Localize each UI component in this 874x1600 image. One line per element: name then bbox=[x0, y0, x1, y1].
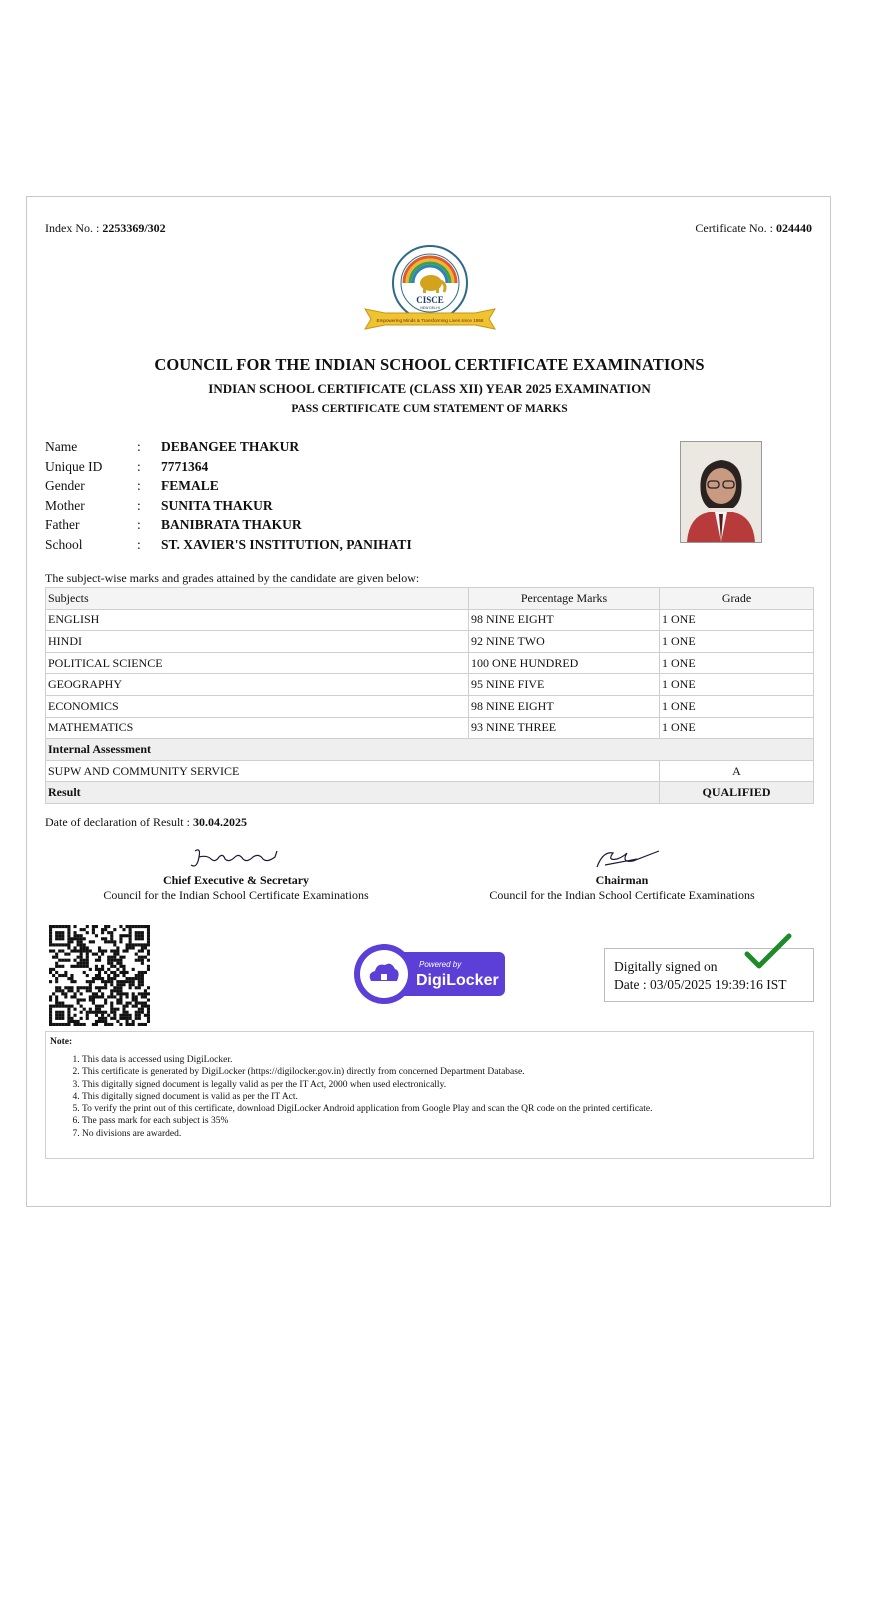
marks-cell: 92 NINE TWO bbox=[469, 631, 660, 653]
signatory-title: Chairman bbox=[595, 873, 649, 887]
candidate-row-mother: Mother : SUNITA THAKUR bbox=[45, 497, 273, 513]
note-item: 4. This digitally signed document is valid as per the IT Act. bbox=[82, 1091, 652, 1103]
digital-signature-line: Digitally signed on bbox=[614, 959, 718, 974]
certificate-number: Certificate No. : 024440 bbox=[695, 221, 812, 235]
grade-cell: 1 ONE bbox=[660, 674, 814, 696]
marks-cell: 98 NINE EIGHT bbox=[469, 695, 660, 717]
svg-text:Powered by: Powered by bbox=[419, 960, 462, 969]
table-row bbox=[46, 717, 814, 739]
internal-assessment-row bbox=[46, 739, 814, 761]
grade-cell: 1 ONE bbox=[660, 609, 814, 631]
table-row bbox=[46, 674, 814, 696]
marks-cell: 95 NINE FIVE bbox=[469, 674, 660, 696]
note-item: 5. To verify the print out of this certificate, download DigiLocker Android application from Google Play and scan the QR code on the printed certificate. bbox=[82, 1103, 652, 1115]
candidate-row-name: Name : DEBANGEE THAKUR bbox=[45, 439, 300, 454]
notes-box bbox=[45, 1031, 814, 1159]
grade-cell: 1 ONE bbox=[660, 652, 814, 674]
signatory-chief-executive bbox=[67, 845, 405, 903]
signatory-chairman bbox=[467, 845, 777, 903]
declaration-date: Date of declaration of Result : 30.04.2025 bbox=[45, 815, 247, 829]
council-title: COUNCIL FOR THE INDIAN SCHOOL CERTIFICATE EXAMINATIONS bbox=[154, 355, 705, 374]
signature-chairman bbox=[567, 845, 677, 873]
table-row bbox=[46, 695, 814, 717]
certificate bbox=[26, 196, 831, 1207]
subject-cell: HINDI bbox=[46, 631, 469, 653]
svg-text:NEW DELHI: NEW DELHI bbox=[420, 306, 440, 310]
result-value: QUALIFIED bbox=[660, 782, 814, 804]
signatory-org: Council for the Indian School Certificate Examinations bbox=[103, 888, 369, 902]
table-row bbox=[46, 631, 814, 653]
subject-cell: POLITICAL SCIENCE bbox=[46, 652, 469, 674]
signature-chief-executive bbox=[181, 845, 291, 873]
candidate-row-gender: Gender : FEMALE bbox=[45, 478, 219, 494]
svg-text:CISCE: CISCE bbox=[416, 295, 444, 305]
grade-cell: 1 ONE bbox=[660, 717, 814, 739]
digilocker-badge bbox=[353, 943, 507, 1005]
note-item: 2. This certificate is generated by DigiLocker (https://digilocker.gov.in) directly from concerned Department Database. bbox=[82, 1066, 652, 1078]
digital-signature-date: Date : 03/05/2025 19:39:16 IST bbox=[614, 977, 787, 992]
marks-cell: 100 ONE HUNDRED bbox=[469, 652, 660, 674]
marks-cell: 98 NINE EIGHT bbox=[469, 609, 660, 631]
candidate-row-school: School : ST. XAVIER'S INSTITUTION, PANIHATI bbox=[45, 536, 412, 552]
table-header-row bbox=[46, 588, 814, 610]
notes-list bbox=[52, 1054, 652, 1140]
header-grade: Grade bbox=[660, 588, 814, 610]
subject-cell: ECONOMICS bbox=[46, 695, 469, 717]
index-number: Index No. : 2253369/302 bbox=[45, 221, 166, 235]
cisce-logo bbox=[357, 245, 503, 341]
internal-subject-cell: SUPW AND COMMUNITY SERVICE bbox=[46, 760, 660, 782]
signatory-title: Chief Executive & Secretary bbox=[162, 873, 310, 887]
table-row bbox=[46, 609, 814, 631]
marks-table bbox=[45, 587, 814, 804]
result-label: Result bbox=[46, 782, 660, 804]
internal-assessment-label: Internal Assessment bbox=[46, 739, 814, 761]
signatory-org: Council for the Indian School Certificate Examinations bbox=[489, 888, 755, 902]
note-item: 7. No divisions are awarded. bbox=[82, 1128, 652, 1140]
svg-text:Empowering Minds & Transformin: Empowering Minds & Transforming Lives since 1958 bbox=[376, 318, 484, 323]
candidate-row-unique-id: Unique ID : 7771364 bbox=[45, 458, 209, 474]
note-item: 3. This digitally signed document is legally valid as per the IT Act, 2000 when used electronically. bbox=[82, 1079, 652, 1091]
svg-text:DigiLocker: DigiLocker bbox=[416, 972, 499, 989]
notes-title: Note: bbox=[50, 1037, 73, 1047]
candidate-details bbox=[45, 437, 412, 555]
subject-cell: MATHEMATICS bbox=[46, 717, 469, 739]
table-row bbox=[46, 652, 814, 674]
internal-grade-cell: A bbox=[660, 760, 814, 782]
check-icon bbox=[743, 932, 793, 972]
result-row bbox=[46, 782, 814, 804]
table-row bbox=[46, 760, 814, 782]
candidate-row-father: Father : BANIBRATA THAKUR bbox=[45, 517, 302, 533]
qr-code[interactable] bbox=[49, 925, 150, 1026]
grade-cell: 1 ONE bbox=[660, 695, 814, 717]
exam-title: INDIAN SCHOOL CERTIFICATE (CLASS XII) YEAR 2025 EXAMINATION bbox=[208, 381, 651, 396]
marks-intro-text: The subject-wise marks and grades attained by the candidate are given below: bbox=[45, 571, 420, 585]
candidate-photo bbox=[680, 441, 762, 543]
header-subjects: Subjects bbox=[46, 588, 469, 610]
grade-cell: 1 ONE bbox=[660, 631, 814, 653]
subject-cell: ENGLISH bbox=[46, 609, 469, 631]
subject-cell: GEOGRAPHY bbox=[46, 674, 469, 696]
header-percentage-marks: Percentage Marks bbox=[469, 588, 660, 610]
note-item: 1. This data is accessed using DigiLocker. bbox=[82, 1054, 652, 1066]
document-title: PASS CERTIFICATE CUM STATEMENT OF MARKS bbox=[291, 403, 568, 415]
note-item: 6. The pass mark for each subject is 35% bbox=[82, 1115, 652, 1127]
marks-cell: 93 NINE THREE bbox=[469, 717, 660, 739]
